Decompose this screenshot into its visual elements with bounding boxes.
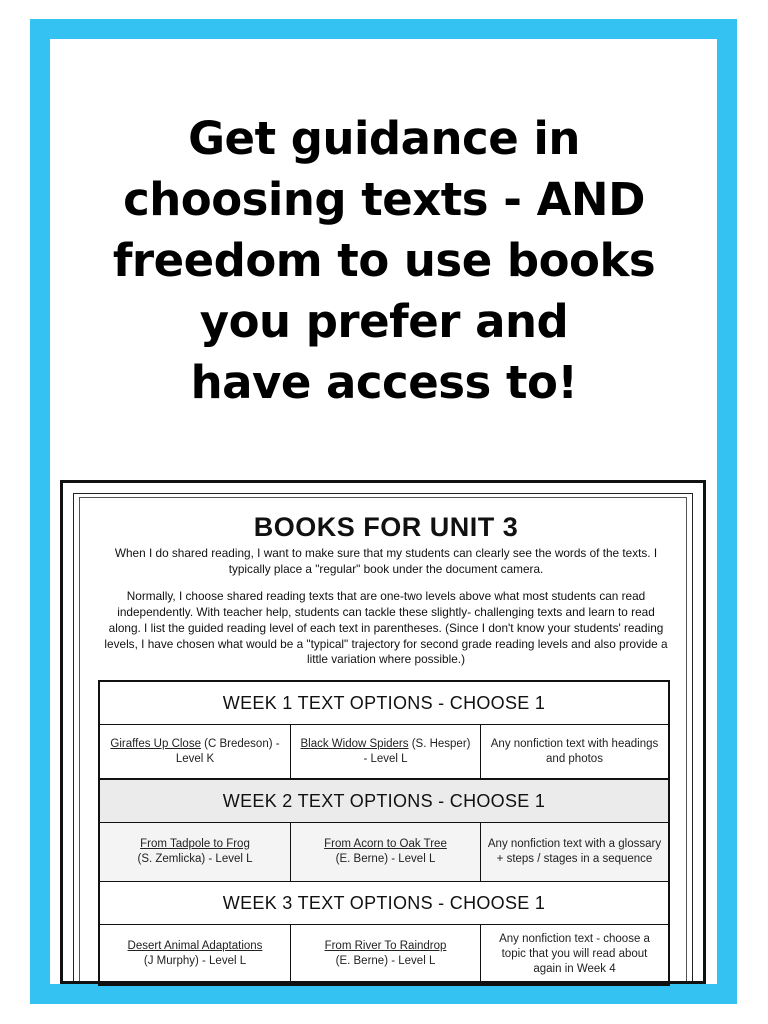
book-title: From Tadpole to Frog [140,838,250,850]
week-heading: WEEK 2 TEXT OPTIONS - CHOOSE 1 [100,780,668,823]
book-detail: Any nonfiction text with a glossary + steps / stages in a sequence [487,838,662,865]
text-option [290,823,480,881]
headline-line: freedom to use books [112,234,656,287]
document-title: BOOKS FOR UNIT 3 [253,512,519,542]
text-option [480,925,668,983]
book-title: Black Widow Spiders [300,738,409,750]
headline [50,108,718,413]
book-title: Desert Animal Adaptations [127,940,263,952]
explanation-paragraph: Normally, I choose shared reading texts that are one-two levels above what most students can read independently. With teacher help, students can tackle these slightly- challenging texts and learn to read along. I list the guided reading level of each text in parentheses. (Since I don't know your students' reading levels, I have chosen what would be a "typical" trajectory for second grade reading levels and also provide a little variation where possible.) [104,589,668,667]
book-detail: (S. Hesper) - Level L [363,738,471,765]
text-option [480,725,668,779]
book-title: From Acorn to Oak Tree [324,838,447,850]
document-body [101,511,671,668]
week-2-table [98,780,670,882]
book-detail: Any nonfiction text - choose a topic that you will read about again in Week 4 [499,932,650,975]
text-option [100,725,290,779]
text-option [290,925,480,983]
headline-line: have access to! [190,356,578,409]
table-row [100,925,668,983]
book-title: Giraffes Up Close [110,738,201,750]
book-detail: Any nonfiction text with headings and photos [490,738,659,765]
week-heading: WEEK 1 TEXT OPTIONS - CHOOSE 1 [100,682,668,725]
book-detail: (E. Berne) - Level L [335,955,436,967]
book-detail: (J Murphy) - Level L [143,955,247,967]
week-1-table [98,680,670,780]
text-option [480,823,668,881]
table-row [100,725,668,779]
week-3-table [98,882,670,986]
intro-paragraph: When I do shared reading, I want to make sure that my students can clearly see the words of the texts. I typically place a "regular" book under the document camera. [114,546,658,576]
book-title: From River To Raindrop [324,940,447,952]
text-option [100,925,290,983]
headline-line: choosing texts - AND [123,173,645,226]
table-row [100,823,668,881]
headline-line: Get guidance in [188,112,580,165]
text-option [100,823,290,881]
week-heading: WEEK 3 TEXT OPTIONS - CHOOSE 1 [100,882,668,925]
book-detail: (C Bredeson) - Level K [175,738,280,765]
text-option [290,725,480,779]
headline-line: you prefer and [199,295,569,348]
book-detail: (E. Berne) - Level L [335,853,436,865]
book-detail: (S. Zemlicka) - Level L [137,853,253,865]
